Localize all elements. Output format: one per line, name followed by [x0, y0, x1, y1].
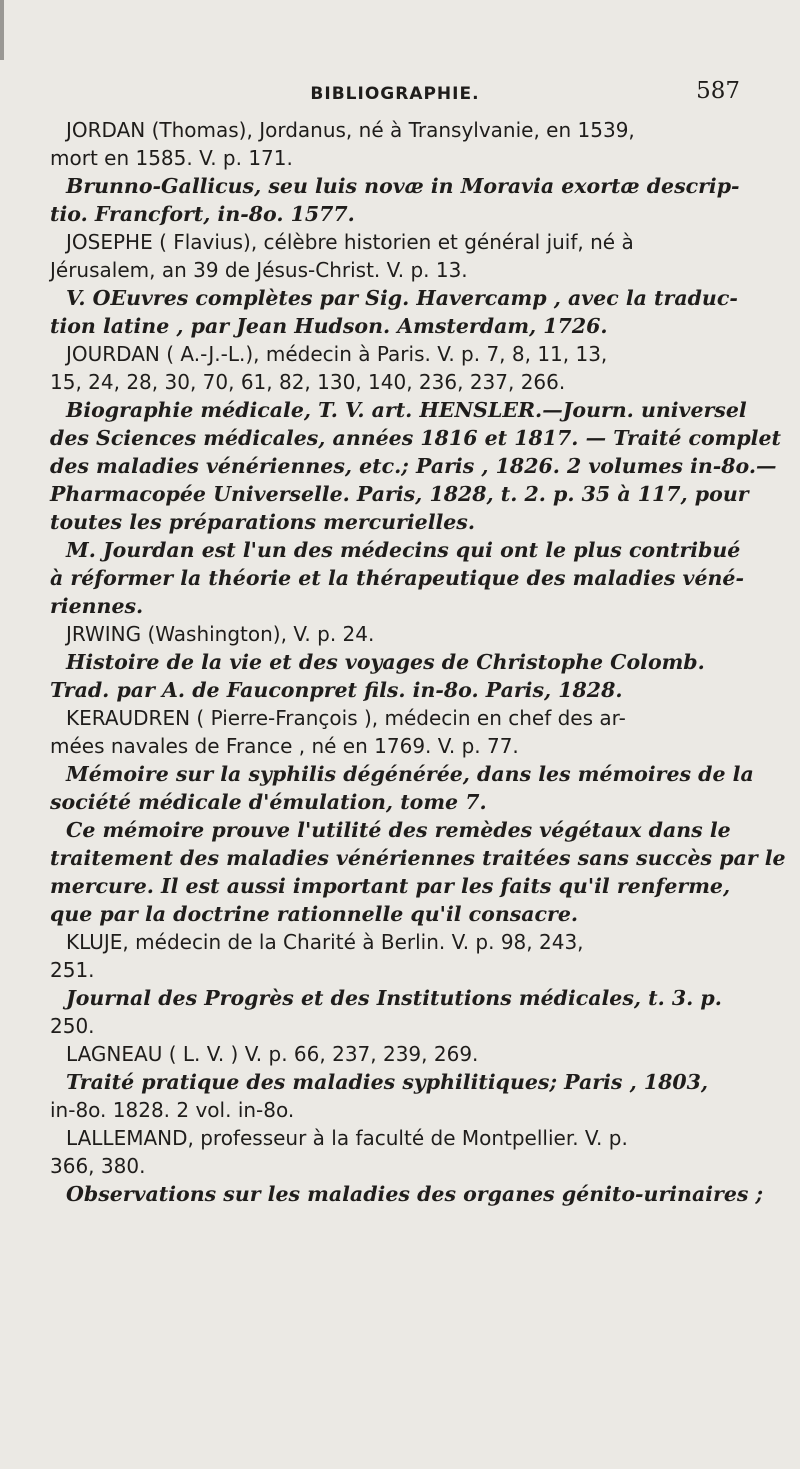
running-title: BIBLIOGRAPHIE. — [310, 84, 480, 104]
entry-jordan — [50, 116, 740, 172]
entry-line: Ce mémoire prouve l'utilité des remèdes végétaux dans le — [66, 818, 731, 842]
entry-line: mées navales de France , né en 1769. V. p. 77. — [50, 734, 519, 758]
entry-line: Observations sur les maladies des organes génito-urinaires ; — [66, 1182, 764, 1206]
entry-keraudren-note — [50, 816, 786, 928]
page-number: 587 — [696, 78, 740, 104]
entry-line: Brunno-Gallicus, seu luis novæ in Moravia exortæ descrip- — [66, 174, 740, 198]
entry-line: Histoire de la vie et des voyages de Christophe Colomb. — [66, 650, 705, 674]
entry-josephe — [50, 228, 740, 284]
entry-line: tion latine , par Jean Hudson. Amsterdam, 1726. — [50, 314, 608, 338]
entry-jourdan — [50, 340, 740, 396]
entry-line: M. Jourdan est l'un des médecins qui ont le plus contribué — [66, 538, 741, 562]
entry-line: riennes. — [50, 594, 144, 618]
entry-line: Biographie médicale, T. V. art. HENSLER.—Journ. universel — [66, 398, 747, 422]
entry-lagneau — [50, 1040, 740, 1068]
entry-line: Pharmacopée Universelle. Paris, 1828, t. 2. p. 35 à 117, pour — [50, 482, 749, 506]
entry-line: Journal des Progrès et des Institutions médicales, t. 3. p. — [66, 986, 722, 1010]
entry-line: 250. — [50, 1014, 95, 1038]
entry-line: société médicale d'émulation, tome 7. — [50, 790, 487, 814]
entry-lallemand — [50, 1124, 740, 1180]
entry-line: toutes les préparations mercurielles. — [50, 510, 475, 534]
entry-line: V. OEuvres complètes par Sig. Havercamp , avec la traduc- — [66, 286, 738, 310]
entry-lallemand-work — [50, 1180, 764, 1208]
entry-line: 15, 24, 28, 30, 70, 61, 82, 130, 140, 236, 237, 266. — [50, 370, 566, 394]
entry-kluje-work — [50, 984, 740, 1040]
entry-line: tio. Francfort, in-8o. 1577. — [50, 202, 355, 226]
entry-line: à réformer la théorie et la thérapeutique des maladies véné- — [50, 566, 744, 590]
entry-kluje — [50, 928, 740, 984]
entry-line: JORDAN (Thomas), Jordanus, né à Transylvanie, en 1539, — [66, 118, 635, 142]
entry-line: in-8o. 1828. 2 vol. in-8o. — [50, 1098, 295, 1122]
entry-line: LAGNEAU ( L. V. ) V. p. 66, 237, 239, 269. — [66, 1042, 479, 1066]
entry-keraudren — [50, 704, 740, 760]
entry-line: mort en 1585. V. p. 171. — [50, 146, 293, 170]
entry-line: mercure. Il est aussi important par les faits qu'il renferme, — [50, 874, 731, 898]
entry-line: des Sciences médicales, années 1816 et 1817. — Traité complet — [50, 426, 781, 450]
entry-line: Jérusalem, an 39 de Jésus-Christ. V. p. 13. — [50, 258, 468, 282]
entry-line: Traité pratique des maladies syphilitiques; Paris , 1803, — [66, 1070, 709, 1094]
entry-line: traitement des maladies vénériennes traitées sans succès par le — [50, 846, 786, 870]
page-header — [50, 78, 740, 110]
entry-line: 251. — [50, 958, 95, 982]
entry-lagneau-work — [50, 1068, 740, 1124]
entry-line: LALLEMAND, professeur à la faculté de Montpellier. V. p. — [66, 1126, 628, 1150]
entry-line: Trad. par A. de Fauconpret fils. in-8o. Paris, 1828. — [50, 678, 623, 702]
entry-line: Mémoire sur la syphilis dégénérée, dans les mémoires de la — [66, 762, 754, 786]
entry-jourdan-works — [50, 396, 781, 536]
entry-line: KLUJE, médecin de la Charité à Berlin. V. p. 98, 243, — [66, 930, 584, 954]
entry-line: que par la doctrine rationnelle qu'il consacre. — [50, 902, 579, 926]
entry-line: KERAUDREN ( Pierre-François ), médecin en chef des ar- — [66, 706, 626, 730]
entry-irving — [50, 620, 740, 648]
entry-keraudren-work — [50, 760, 754, 816]
entry-line: 366, 380. — [50, 1154, 146, 1178]
entry-line: JOSEPHE ( Flavius), célèbre historien et général juif, né à — [66, 230, 634, 254]
entry-line: JRWING (Washington), V. p. 24. — [66, 622, 375, 646]
entry-josephe-work — [50, 284, 740, 340]
entry-line: JOURDAN ( A.-J.-L.), médecin à Paris. V. p. 7, 8, 11, 13, — [66, 342, 608, 366]
entry-jourdan-note — [50, 536, 744, 620]
entry-line: des maladies vénériennes, etc.; Paris , 1826. 2 volumes in-8o.— — [50, 454, 777, 478]
entry-jordan-work — [50, 172, 740, 228]
entry-irving-work — [50, 648, 740, 704]
